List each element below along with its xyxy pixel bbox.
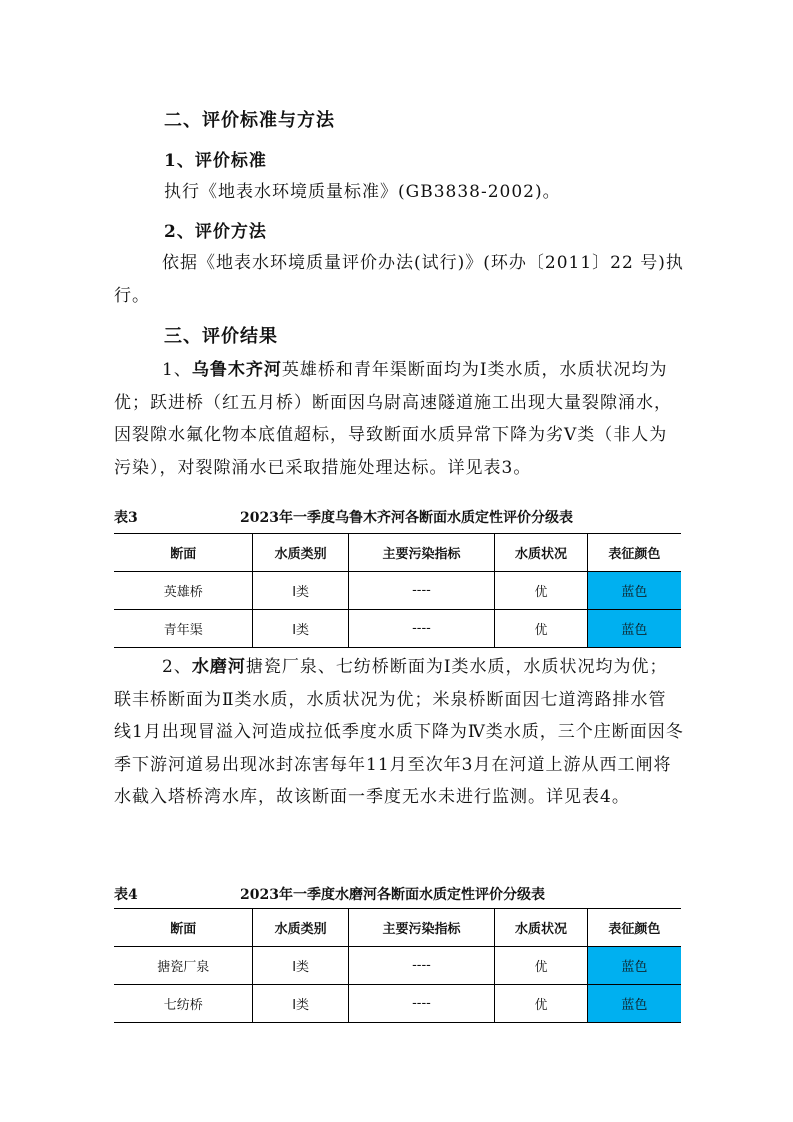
table-header-row	[114, 909, 681, 947]
table4-caption	[114, 884, 681, 904]
table-row	[114, 572, 681, 610]
river-name-urumqi: 乌鲁木齐河	[191, 360, 282, 380]
col-header-main-pollutants: 主要污染指标	[348, 909, 494, 947]
cell-water-class: Ⅰ类	[253, 985, 348, 1023]
cell-color-blue: 蓝色	[587, 572, 681, 610]
table3-label: 表3	[114, 510, 138, 526]
table3-title: 2023年一季度乌鲁木齐河各断面水质定性评价分级表	[240, 510, 573, 526]
col-header-water-status: 水质状况	[495, 909, 588, 947]
table-row	[114, 985, 681, 1023]
col-header-color: 表征颜色	[587, 909, 681, 947]
table4-title: 2023年一季度水磨河各断面水质定性评价分级表	[240, 887, 545, 903]
cell-color-blue: 蓝色	[587, 947, 681, 985]
urumqi-river-paragraph	[114, 354, 684, 484]
col-header-main-pollutants: 主要污染指标	[348, 534, 494, 572]
table-row	[114, 610, 681, 648]
cell-water-status: 优	[495, 572, 588, 610]
cell-color-blue: 蓝色	[587, 610, 681, 648]
p1-text: 英雄桥和青年渠断面均为Ⅰ类水质，水质状况均为优；跃进桥（红五月桥）断面因乌尉高速隧道施工出现大量裂隙涌水，因裂隙水氟化物本底值超标，导致断面水质异常下降为劣Ⅴ类（非人为污染），对裂隙涌水已采取措施处理达标。详见表3。	[114, 360, 672, 478]
col-header-water-class: 水质类别	[253, 909, 348, 947]
p2-prefix: 2、	[162, 657, 192, 677]
table-header-row	[114, 534, 681, 572]
cell-color-blue: 蓝色	[587, 985, 681, 1023]
cell-main-pollutants: ----	[348, 572, 494, 610]
river-name-shuimo: 水磨河	[191, 657, 246, 677]
cell-section: 七纺桥	[114, 985, 253, 1023]
section-heading-evaluation-results: 三、评价结果	[164, 326, 278, 347]
col-header-color: 表征颜色	[587, 534, 681, 572]
cell-section: 青年渠	[114, 610, 253, 648]
cell-water-class: Ⅰ类	[253, 610, 348, 648]
table-row	[114, 947, 681, 985]
table4-label: 表4	[114, 887, 138, 903]
cell-water-status: 优	[495, 610, 588, 648]
subheading-evaluation-method: 2、评价方法	[164, 222, 267, 242]
cell-section: 搪瓷厂泉	[114, 947, 253, 985]
col-header-water-status: 水质状况	[495, 534, 588, 572]
cell-water-status: 优	[495, 985, 588, 1023]
method-text: 依据《地表水环境质量评价办法(试行)》(环办〔2011〕22 号)执行。	[114, 253, 684, 306]
p2-text: 搪瓷厂泉、七纺桥断面为Ⅰ类水质，水质状况均为优；联丰桥断面为Ⅱ类水质，水质状况为优；米泉桥断面因七道湾路排水管线1月出现冒溢入河造成拉低季度水质下降为Ⅳ类水质，三个庄断面因冬季下游河道易出现冰封冻害每年11月至次年3月在河道上游从西工闸将水截入塔桥湾水库，故该断面一季度无水未进行监测。详见表4。	[114, 657, 684, 807]
cell-main-pollutants: ----	[348, 985, 494, 1023]
col-header-water-class: 水质类别	[253, 534, 348, 572]
cell-water-class: Ⅰ类	[253, 947, 348, 985]
cell-main-pollutants: ----	[348, 947, 494, 985]
table4	[114, 908, 681, 1023]
col-header-section: 断面	[114, 534, 253, 572]
standard-paragraph: 执行《地表水环境质量标准》(GB3838-2002)。	[164, 182, 561, 202]
cell-water-status: 优	[495, 947, 588, 985]
table3-caption	[114, 507, 681, 527]
cell-section: 英雄桥	[114, 572, 253, 610]
p1-prefix: 1、	[162, 360, 192, 380]
cell-main-pollutants: ----	[348, 610, 494, 648]
table3	[114, 533, 681, 648]
shuimo-river-paragraph	[114, 651, 684, 814]
col-header-section: 断面	[114, 909, 253, 947]
section-heading-evaluation-standard-method: 二、评价标准与方法	[164, 110, 335, 131]
subheading-evaluation-standard: 1、评价标准	[164, 151, 267, 171]
method-paragraph	[114, 247, 684, 312]
cell-water-class: Ⅰ类	[253, 572, 348, 610]
